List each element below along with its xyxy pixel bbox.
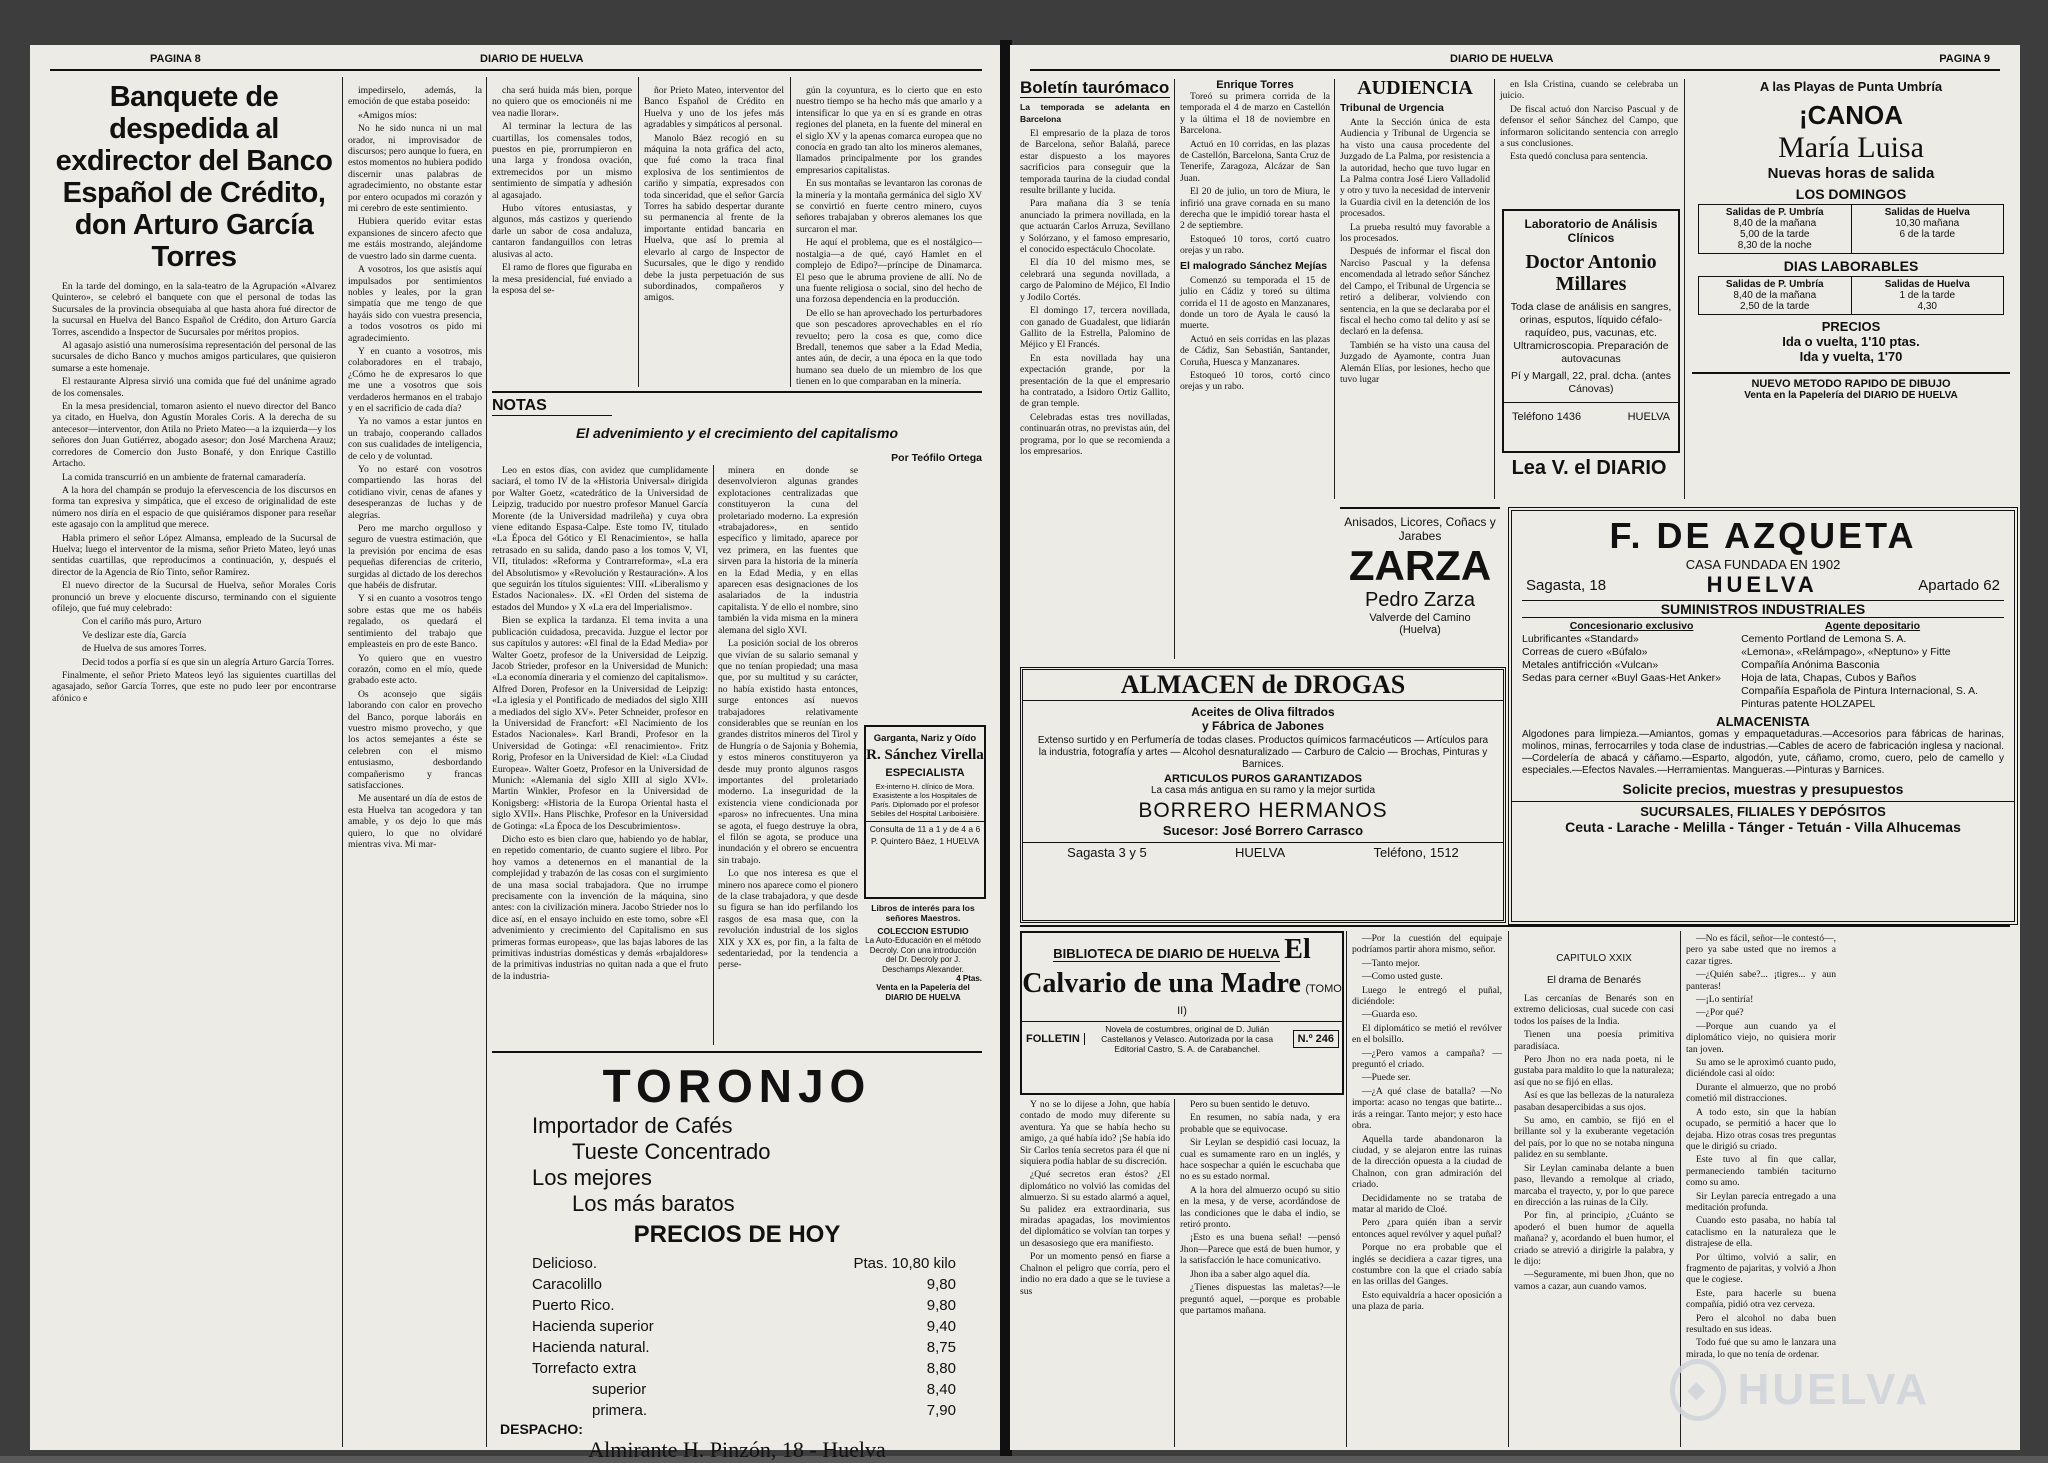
audiencia-subhead: Tribunal de Urgencia <box>1340 102 1444 114</box>
paragraph: Pero ¿para quién iban a servir entonces aquel revólver y aquel puñal? <box>1352 1217 1502 1240</box>
ad-description: Ex-interno H. clínico de Mora. Exasistente a los Hospitales de París. Diplomado por el profesor Sebiles del Hospital Lariboisière. <box>870 782 980 818</box>
ad-libros <box>864 903 982 1043</box>
paragraph: Pero me marcho orgulloso y seguro de vuestra estimación, que la previsión por encima de esas pequeñas diferencias de criterio, surgidas al dictado de los derechos que habéis de disfrutar. <box>348 523 482 592</box>
paragraph: —No es fácil, señor—le contestó—, pero ya sabe usted que no iremos a cazar tigres. <box>1686 933 1836 967</box>
right-page-number: PAGINA 9 <box>1939 53 1990 65</box>
toronjo-price-row <box>492 1295 982 1316</box>
azqueta-concesionario: Concesionario exclusivo <box>1569 620 1694 632</box>
paragraph: Dicho esto es bien claro que, habiendo yo de hablar, en repetido comentario, de cuanto sugiere el libro. Por hoy vamos a detenernos en el manantial de la complejidad y trabazón de las cosas con el surgimiento de una masa social trabajadora. Que no irrumpe precisamente con la invención de la máquina, sino antes: con la civilización minera. Jacobo Strieder nos lo dice así, en el ensayo incluido en este tomo, sobre «El advenimiento y crecimiento del Capitalismo en sus primeras formas europeas», que las bajas labores de las primitivas industrias domésticas y demás «rbajaldores» de la primitivas industrias no quitan nada a que el fruto de la industria- <box>492 834 708 982</box>
toronjo-price-row <box>492 1316 982 1337</box>
paragraph: Sir Leylan se despidió casi locuaz, la cual es sumamente raro en un inglés, y hace sospechar a quién le escuchaba que no es su estado normal. <box>1180 1137 1340 1183</box>
ad-sanchez-virella <box>864 725 986 899</box>
canoa-line3: Nuevas horas de salida <box>1767 165 1935 182</box>
banquete-final <box>644 85 784 385</box>
azqueta-apartado: Apartado 62 <box>1918 576 2000 594</box>
millares-city: HUELVA <box>1627 411 1670 423</box>
paragraph: El día 10 del mismo mes, se celebrará una segunda novillada, a cargo de Palomino de Méjico, El Indio y Jodilo Cortés. <box>1020 257 1170 303</box>
paragraph: Bien se explica la tardanza. El tema invita a una publicación cuidadosa, precavida. Juzgue el lector por sus capítulos y autores: «El final de la Edad Media» por Walter Goetz, profesor de la Universidad de Leipzig. Jacob Strieder, profesor en la Universidad de Munich: «La economía dineraria y el comienzo del capitalismo». Alfred Doren, Profesor en la Universidad de Leipzig: «La iglesia y el Pontificado de mediados del siglo XIII a mediados del siglo XV». Peter Schneider, profesor en la Universidad de Francfort: «El Nacimiento de los Estados Nacionales». Karl Brandi, Profesor en la Universidad de Gotinga: «El renacimiento». Fritz Rorig, Profesor en la Universidad de Kiel: «La Ciudad Europea». Walter Goetz, Profesor en la Universidad de Munich: «Alemania del siglo XIII al siglo XVI». Martin Winkler, Profesor en la Universidad de Konigsberg: «Historia de la Europa Oriental hasta el siglo XVII». Hans Plischke, Profesor en la Universidad de Gotinga: «La Época de los Descubrimientos». <box>492 615 708 832</box>
azqueta-right-list: Cemento Portland de Lemona S. A. «Lemona», «Relámpago», «Neptuno» y Fitte Compañía Anónima Basconia Hoja de lata, Chapas, Cubos y Baños Compañía Española de Pintura Internacional, S. A. Pinturas patente HOLZAPEL <box>1741 633 1979 710</box>
paragraph: Me ausentaré un día de estos de esta Huelva tan acogedora y tan amable, y os dejo lo que más quiero, lo que no olvidaré mientras viva. Mi mar- <box>348 793 482 850</box>
ad-libros-title: Libros de interés para los señores Maestros. <box>871 903 975 923</box>
folletin-box <box>1020 931 1344 1095</box>
paragraph: El 20 de julio, un toro de Miura, le infirió una grave cornada en su mano derecha que le impidió torear hasta el 2 de septiembre. <box>1180 186 1330 232</box>
coffee-name: Hacienda superior <box>532 1318 654 1335</box>
paragraph: ¿Tienes dispuestas las maletas?—le preguntó aquel, —porque es probable que partamos mañana. <box>1180 1282 1340 1316</box>
column-rule <box>638 77 639 387</box>
taurino-subhead: La temporada se adelanta en Barcelona <box>1020 102 1170 124</box>
coffee-name: primera. <box>592 1402 648 1419</box>
column-rule <box>1334 79 1335 499</box>
right-page <box>1010 45 2020 1450</box>
drogas-desc: Extenso surtido y en Perfumería de todas clases. Productos químicos farmacéuticos — Artículos para la industria, fotografía y artes — Alcohol desnaturalizado — Carburo de Calcio — Brochas, Pinturas y Barnices. <box>1037 735 1489 770</box>
folletin-desc: Novela de costumbres, original de D. Julián Castellanos y Velasco. Autorizada por la casa Editorial Castro, S. A. de Carabanchel. <box>1101 1024 1274 1054</box>
left-page-number: PAGINA 8 <box>150 53 201 65</box>
paragraph: Ya no vamos a estar juntos en un trabajo, cooperando callados con sus cualidades de inteligencia, de celo y de voluntad. <box>348 416 482 462</box>
millares-title: Laboratorio de Análisis Clínicos <box>1524 217 1658 245</box>
toronjo-price-list <box>492 1253 982 1421</box>
paragraph: —¡Lo sentiría! <box>1696 994 1754 1006</box>
column-rule <box>1684 79 1685 499</box>
paragraph: El restaurante Alpresa sirvió una comida que fué del unánime agrado de los comensales. <box>52 376 336 399</box>
paragraph: Porque no era probable que el inglés se decidiera a cazar tigres, una costumbre con la que el criado sabía en las orillas del Ganges. <box>1352 1242 1502 1288</box>
paragraph: Y no se lo dijese a John, que había contado de modo muy diferente su aventura. Ya que se había hecho su amigo, ¿a qué había ido? ¡Se había ido Sir Carlos tenía secretos para él que ni siquiera podía hablar de su discreción. <box>1020 1099 1170 1168</box>
paragraph: Este tuvo al fin que callar, permaneciendo también taciturno como su amo. <box>1686 1154 1836 1189</box>
ad-title: ESPECIALISTA <box>885 767 965 779</box>
paragraph: Os aconsejo que sigáis laborando con calor en provecho del Banco, porque laboráis en vuestro mismo provecho, y que los actos semejantes a éste se celebren con el mismo entusiasmo, desbordando compañerismo y francas satisfacciones. <box>348 688 482 791</box>
paragraph: En resumen, no sabía nada, y era probable que se equivocase. <box>1180 1112 1340 1135</box>
paragraph: ñor Prieto Mateo, interventor del Banco Español de Crédito en Huelva y uno de los jefes más agradables y simpáticos al personal. <box>644 85 784 131</box>
column-rule <box>1346 931 1347 1447</box>
torres-article <box>1180 79 1330 499</box>
verse-line: Decid todos a porfía sí es que sin un alegría Arturo García Torres. <box>82 656 334 668</box>
coffee-price: 8,75 <box>926 1339 956 1356</box>
coffee-price: 9,80 <box>926 1276 956 1293</box>
azqueta-city: HUELVA <box>1706 572 1818 597</box>
paragraph: Pero el alcohol no daba buen resultado en sus ideas. <box>1686 1312 1836 1335</box>
paragraph: Jhon iba a saber algo aquel día. <box>1190 1268 1311 1280</box>
millares-desc: Toda clase de análisis en sangres, orinas, esputos, líquido céfalo-raquídeo, pus, vacunas, etc. <box>1510 301 1672 339</box>
folletin-number: N.º 246 <box>1293 1030 1339 1048</box>
paragraph: Pero Jhon no era nada poeta, ni le gustaba para maldito lo que la naturaleza; así que no se fijó en ellas. <box>1514 1054 1674 1088</box>
paragraph: Aquella tarde abandonaron la ciudad, y se alejaron entre las ruinas de la dirección opuesta a la ciudad de Chalnon, con gran admiración del criado. <box>1352 1133 1502 1191</box>
paragraph: La prueba resultó muy favorable a los procesados. <box>1340 221 1490 245</box>
paragraph: impedirselo, además, la emoción de que estaba poseido: <box>348 85 482 108</box>
paragraph: ¿Qué secretos eran éstos? ¿El diplomático no volvió las comidas del almuerzo. Si su estado alarmó a aquel, Su palidez era extraordinaria, sus miradas apagadas, los movimientos del diplomático se volvían tan torpes y un desasosiego que era manifiesto. <box>1020 1169 1170 1249</box>
paragraph: ¡Esto es una buena señal! —pensó Jhon—Parece que está de buen humor, y la satisfacción le hace comunicativo. <box>1180 1232 1340 1267</box>
folletin-biblio: BIBLIOTECA DE DIARIO DE HUELVA <box>1053 946 1280 961</box>
paragraph: —¿Pero vamos a campaña? —preguntó el criado. <box>1352 1047 1502 1071</box>
zarza-name: Pedro Zarza <box>1364 589 1476 611</box>
millares-address: Pí y Margall, 22, pral. dcha. (antes Cánovas) <box>1511 370 1671 395</box>
paragraph: —Por la cuestión del equipaje podríamos partir ahora mismo, señor. <box>1352 933 1502 956</box>
coffee-price: Ptas. 10,80 kilo <box>853 1255 956 1272</box>
coffee-name: Hacienda natural. <box>532 1339 650 1356</box>
folletin-col-4 <box>1514 933 1674 1447</box>
paragraph: —Guarda eso. <box>1362 1009 1418 1021</box>
millares-phone: Teléfono 1436 <box>1512 411 1582 423</box>
paragraph: Pero su buen sentido le detuvo. <box>1190 1099 1310 1110</box>
paragraph: Actuó en 10 corridas, en las plazas de Castellón, Barcelona, Santa Cruz de Tenerife, Zaragoza, Alcázar de San Juan. <box>1180 138 1330 184</box>
drogas-sucesor-label: Sucesor: <box>1162 823 1219 838</box>
boletin-taurino <box>1020 79 1170 659</box>
right-masthead: DIARIO DE HUELVA <box>1450 53 1554 65</box>
paragraph: He aquí el problema, que es el nostálgico—nostalgia—a de qué, cayó Hamlet en el complejo de Edipo?—príncipe de Dinamarca. El peso que le abruma proviene de allí. No de una fuente religiosa o social, sino del hecho de una forzosa dependencia en la producción. <box>796 237 982 306</box>
ad-libros-book: La Auto-Educación en el método Decroly. Con una introducción del Dr. Decroly por J. Deschamps Alexander. <box>865 936 981 974</box>
ad-libros-collection: COLECCION ESTUDIO <box>877 926 969 936</box>
coffee-name: Torrefacto extra <box>532 1360 637 1377</box>
toronjo-address: Almirante H. Pinzón, 18 - Huelva <box>588 1437 886 1462</box>
toronjo-line: Tueste Concentrado <box>572 1139 771 1164</box>
taurino-headline: Boletín taurómaco <box>1020 78 1170 97</box>
zarza-top: Anisados, Licores, Coñacs y Jarabes <box>1344 515 1496 543</box>
paragraph: En la mesa presidencial, tomaron asiento el nuevo director del Banco ya citado, en Huelva, don Agustín Morales Coris. A la derecha de su antecesor—interventor, don Atila no Prieto Mateo—a la izquierda—y los señores don Juan Gutiérrez, abogado asesor; don José Marchena Arauz; corredores de Comercio don Justo Bonafé, y don Enrique Castillo Artacho. <box>52 401 336 470</box>
paragraph: Todo fué que su amo le lanzara una mirada, lo que no tenía de ordenar. <box>1686 1337 1836 1360</box>
millares-ultra: Ultramicroscopia. Preparación de autovacunas <box>1513 340 1669 365</box>
paragraph: Su amo, en cambio, se fijó en el brillante sol y la exuberante vegetación del país, por lo que no se notaba ninguna palidez en su semblante. <box>1514 1115 1674 1161</box>
capitalismo-continuation-top <box>796 85 982 388</box>
paragraph: Actuó en seis corridas en las plazas de Cádiz, San Sebastián, Santander, Coruña, Huesca y Manzanares. <box>1180 333 1330 368</box>
ad-libros-venta: Venta en la Papelería del DIARIO DE HUELVA <box>876 983 970 1002</box>
ad-zarza <box>1340 507 1500 661</box>
paragraph: La comida transcurrió en un ambiente de fraternal camaradería. <box>62 471 306 483</box>
column-rule <box>790 77 791 387</box>
canoa-col-umbria: Salidas de P. Umbría <box>1725 207 1824 218</box>
paragraph: —Seguramente, mi buen Jhon, que no vamos a cazar, aun cuando vamos. <box>1514 1269 1674 1292</box>
toronjo-price-row <box>492 1253 982 1274</box>
column-rule <box>1174 79 1175 659</box>
ad-doctor-name: R. Sánchez Virella <box>866 747 984 763</box>
paragraph: Durante el almuerzo, que no probó cometió mil distracciones. <box>1686 1081 1836 1105</box>
paragraph: A la hora del almuerzo ocupó su sitio en la mesa, y de verse, acordándose de las condiciones que le daba el indio, se retiró pronto. <box>1180 1184 1340 1231</box>
azqueta-fundada: CASA FUNDADA EN 1902 <box>1685 557 1841 572</box>
ad-libros-price: 4 Ptas. <box>956 974 982 983</box>
paragraph: Toreó su primera corrida de la temporada el 4 de marzo en Castellón y la última el 18 de noviembre en Barcelona. <box>1180 91 1330 137</box>
paragraph: La posición social de los obreros que vivían de su salario semanal y que no tenían propiedad; una masa que, por su multitud y su carácter, no había existido hasta entonces, surge entonces así nuevos trabajadores relativamente considerables que se reunían en los grandes distritos mineros del Tirol y de Hungría o de Sajonia y Bohemia, y estos mineros constituyeron ya desde muy pronto algunos rasgos importantes del proletariado moderno. La inseguridad de la existencia viene condicionada por «paros» no infrecuentes. Una mina se agota, el fuego destruye la obra, el filón se agota, se produce una inundación y el obrero se encuentra sin trabajo. <box>718 638 858 866</box>
paragraph: cha será huida más bien, porque no quiero que os emocionéis ni me vea nadie llorar». <box>492 85 632 119</box>
paragraph: Finalmente, el señor Prieto Mateos leyó las siguientes cuartillas del agasajado, señor García Torres, que este no pudo leer por encontrarse afónico e <box>52 670 336 704</box>
ad-azqueta <box>1508 507 2018 925</box>
capitalismo-byline: Por Teófilo Ortega <box>891 452 982 464</box>
azqueta-name: F. DE AZQUETA <box>1609 515 1917 556</box>
paragraph: —Porque aun cuando ya el diplomático viejo, no quisiera morir tan joven. <box>1686 1020 1836 1055</box>
canoa-name: María Luisa <box>1778 131 1924 164</box>
paragraph: En esta novillada hay una expectación grande, por la presentación de la que el empresario ha contratado, a Isidoro Ortiz Gallito, de gran temple. <box>1020 352 1170 410</box>
canoa-precios: PRECIOS <box>1821 319 1881 334</box>
capitalismo-headline: El advenimiento y el crecimiento del capitalismo <box>575 425 899 441</box>
toronjo-price-row <box>492 1400 982 1421</box>
paragraph: Su amo se le aproximó cuanto pudo, diciéndole casi al oído: <box>1686 1057 1836 1080</box>
paragraph: El ramo de flores que figuraba en la mesa presidencial, fué enviado a la esposa del se- <box>492 262 632 296</box>
coffee-price: 8,80 <box>926 1360 956 1377</box>
toronjo-despacho: DESPACHO: <box>500 1421 583 1437</box>
paragraph: —¿A qué clase de batalla? —No importa: acaso no tengas que batirte... irás a reingar. Tanto mejor; y esto hace obra. <box>1352 1085 1502 1132</box>
column-rule <box>1174 1099 1175 1447</box>
canoa-lab-umbria: 8,40 de la mañana 2,50 de la tarde <box>1733 290 1817 312</box>
paragraph: Cuando esto pasaba, no había tal cataclismo en la naturaleza que le distrajese de ella. <box>1686 1215 1836 1250</box>
canoa-dom-umbria: 8,40 de la mañana 5,00 de la tarde 8,30 de la noche <box>1733 218 1817 251</box>
paragraph: Celebradas estas tres novilladas, continuarán otras, no previstas aún, del programa, por lo que se recomienda a los empresarios. <box>1020 411 1170 457</box>
toronjo-prices-title: PRECIOS DE HOY <box>633 1221 841 1248</box>
paragraph: gún la coyuntura, es lo cierto que en esto nuestro tiempo se ha hecho más que amarlo y a intensificar lo que ya en sí es grande en otras regiones del planeta, en la fuente del mineral en el siglo XV y la apenas comarca europea que no conocía en grado tan alto los mineros alemanes, llamados principalmente por los grandes empresarios capitalistas. <box>796 85 982 176</box>
column-rule <box>713 465 714 1045</box>
drogas-addr: Sagasta 3 y 5 <box>1067 845 1147 860</box>
verse-line: de Huelva de sus amores Torres. <box>82 643 207 655</box>
paragraph: Por un momento pensó en fiarse a Chalnon el peligro que corría, pero el indio no era dado a que se le tuviese a sus <box>1020 1251 1170 1297</box>
paragraph: Las cercanías de Benarés son en extremo deliciosas, cual sucede con casi todos los países de la India. <box>1514 993 1674 1027</box>
folletin-tomo: (TOMO II) <box>1177 983 1342 1017</box>
paragraph: De ello se han aprovechado los perturbadores que son pescadores aprovechables en el río revuelto; pero la cosa es que, como dice Bredall, tenemos que saber a la Edad Media, antes aún, de decir, a una época en la que todo humano sea duelo de un miembro de los que tienen en lo que comparaban en la minería. <box>796 307 982 388</box>
paragraph: Esto equivaldría a hacer oposición a una plaza de paria. <box>1352 1289 1502 1313</box>
azqueta-almacenista-text: Algodones para limpieza.—Amiantos, gomas y empaquetaduras.—Accesorios para fábricas de harinas, molinos, minas, ferrocarriles y toda clase de industrias.—Cables de acero de fabricación inglesa y nacional.—Cordelería de abacá y cáñamo.—Esparto, algodón, yute, cáñamo, cromo, cuero, pelo de camello y especiales.—Efectos Navales.—Herramientas. Mangueras.—Pinturas y Barnices. <box>1522 729 2004 776</box>
azqueta-left-list: Lubrificantes «Standard» Correas de cuero «Búfalo» Metales antifricción «Vulcan» Sedas para cerner «Buyl Gaas-Het Anker» <box>1522 633 1722 684</box>
canoa-dom-huelva: 10,30 mañana 6 de la tarde <box>1895 218 1960 240</box>
paragraph: Estoqueó 10 toros, cortó cuatro orejas y un rabo. <box>1180 233 1330 257</box>
azqueta-ciudades: Ceuta - Larache - Melilla - Tánger - Tetuán - Villa Alhucemas <box>1565 819 1961 835</box>
lea-diario: Lea V. el DIARIO <box>1511 457 1667 479</box>
paragraph: Sir Leylan parecía entregado a una meditación profunda. <box>1686 1190 1836 1213</box>
paragraph: Al terminar la lectura de las cuartillas, los comensales todos, puestos en pie, prorrumpieron en una larga y frondosa ovación, extremecidos por un mismo sentimiento de simpatía y adhesión al agasajado. <box>492 121 632 201</box>
notas-title: NOTAS <box>492 397 612 416</box>
paragraph: Leo en estos días, con avidez que cumplidamente saciará, el tomo IV de la «Historia Universal» dirigida por Walter Goetz, «catedrático de la Universidad de Leipzig, traducido por nuestro profesor Manuel García Morente (de la Universidad madrileña) y cuya obra viene editando Espasa-Calpe. Este tomo IV, titulado «La Época del Gótico y El Renacimiento», se halla retrasado en su salida, dando paso a los tomos V, VI, VII, titulados: «Reforma y Contrarreforma», «La era del Absolutismo» y «Revolución y Restauración». A los que seguirán los títulos siguientes: VIII. «Liberalismo y Estados Nacionales». IX. «El Orden del sistema de estados del Mundo» y X «La era del Imperialismo». <box>492 465 708 613</box>
zarza-addr: Valverde del Camino <box>1369 612 1471 624</box>
paragraph: Y en cuanto a vosotros, mis colaboradores en el trabajo, ¿Cómo he de expresaros lo que me une a vosotros que sois verdaderos hermanos en el trabajo y en el sacrificio de cada día? <box>348 345 482 414</box>
toronjo-line: Importador de Cafés <box>532 1113 733 1138</box>
paragraph: Y si en cuanto a vosotros tengo sobre estas que me os habéis regalado, os quedará el sentimiento del trabajo que empleasteis en pro de este Banco. <box>348 593 482 651</box>
azqueta-agente: Agente depositario <box>1824 620 1921 632</box>
paragraph: —¿Quién sabe?... ¡tigres... y aun panteras! <box>1686 969 1836 992</box>
drogas-tel: Teléfono, 1512 <box>1373 845 1459 860</box>
paragraph: En la tarde del domingo, en la sala-teatro de la Agrupación «Alvarez Quintero», se celebró el banquete con que el personal de todas las Sucursales de la provincia obsequiaba al que hasta ahora fué director de la sucursal en Huelva del Banco Español de Crédito, don Arturo García Torres, ascendido a Inspector de Sucursales por méritos propios. <box>52 281 336 338</box>
coffee-name: Puerto Rico. <box>532 1297 615 1314</box>
drogas-name: BORRERO HERMANOS <box>1138 799 1388 822</box>
ad-specialty: Garganta, Nariz y Oído <box>873 733 977 744</box>
canoa-nuevo-metodo: NUEVO METODO RAPIDO DE DIBUJO <box>1692 372 2010 390</box>
canoa-ida-vuelta: Ida y vuelta, 1'70 <box>1799 349 1903 364</box>
paragraph: Por fin, al principio, ¿Cuánto se apoderó el buen humor de aquella mañana? y, acordando el buen humor, el criado se atrevió a dirigirle la palabra, y le dijo: <box>1514 1210 1674 1267</box>
ad-toronjo <box>492 1051 982 1462</box>
toronjo-line: Los mejores <box>532 1165 652 1190</box>
paragraph: No he sido nunca ni un mal orador, ni improvisador de discursos; pero aunque lo fuera, en estos momentos no hubiera podido discernir unas palabras de agradecimiento, no obstante estar por entero ocupados mi corazón y mi cerebro de este sentimiento. <box>348 123 482 215</box>
banquete-headline: Banquete de despedida al exdirector del Banco Español de Crédito, don Arturo García Torres <box>55 81 333 273</box>
banquete-continuation <box>492 85 632 385</box>
capitalismo-col-2 <box>718 465 858 1045</box>
coffee-price: 9,40 <box>926 1318 956 1335</box>
paragraph: A vosotros, los que asistís aquí impulsados por sentimientos nobles y leales, por la gran simpatía que me tengo de que hayáis sido con vuestra presencia, a todos vosotros os pido mi agradecimiento. <box>348 264 482 344</box>
canoa-col-huelva: Salidas de Huelva <box>1884 279 1970 290</box>
canoa-col-umbria: Salidas de P. Umbría <box>1725 279 1824 290</box>
column-rule <box>342 77 343 1447</box>
paragraph: —Tanto mejor. <box>1362 957 1420 969</box>
paragraph: Comenzó su temporada el 15 de julio en Cádiz y toreó su última corrida el 11 de agosto en Manzanares, donde un toro de Ayala le causó la muerte. <box>1180 274 1330 332</box>
paragraph: En sus montañas se levantaron las coronas de la minería y la montaña germánica del siglo XV se convirtió en fuerte centro minero, cuyos señores trabajaban y obreros alemanes los que surcaron el mar. <box>796 178 982 235</box>
azqueta-almacenista: ALMACENISTA <box>1716 714 1810 729</box>
section-rule <box>492 391 982 393</box>
canoa-ida: Ida o vuelta, 1'10 ptas. <box>1782 334 1920 349</box>
paragraph: Ante la Sección única de esta Audiencia y Tribunal de Urgencia se ha visto una causa procedente del Juzgado de La Palma, por resistencia a la autoridad, hecho que tuvo lugar en La Palma contra José Liero Valladolid y otro y tuvo la necesidad de intervenir la Guardia civil en la detención de los procesados. <box>1340 117 1490 220</box>
sanchez-mejias-subhead: El malogrado Sánchez Mejías <box>1180 259 1328 272</box>
canoa-lab-huelva: 1 de la tarde 4,30 <box>1899 290 1956 312</box>
zarza-prov: (Huelva) <box>1399 624 1441 636</box>
ad-almacen-drogas <box>1020 667 1506 923</box>
azqueta-sagasta: Sagasta, 18 <box>1526 576 1607 594</box>
drogas-city: HUELVA <box>1235 845 1286 860</box>
coffee-price: 7,90 <box>926 1402 956 1419</box>
toronjo-price-row <box>492 1274 982 1295</box>
drogas-title: ALMACEN de DROGAS <box>1023 670 1503 701</box>
folletin-label: FOLLETIN <box>1022 1033 1085 1045</box>
azqueta-solicite: Solicite precios, muestras y presupuestos <box>1622 781 1904 797</box>
notas-section <box>492 397 982 464</box>
paragraph: También se ha visto una causa del Juzgado de Ayamonte, contra Juan Alemán Elías, por lesiones, hecho que tuvo lugar <box>1340 339 1490 385</box>
toronjo-line: Los más baratos <box>572 1191 735 1216</box>
folletin-col-3 <box>1352 933 1502 1447</box>
left-page <box>30 45 1002 1462</box>
section-rule <box>1020 925 2010 927</box>
ad-city: HUELVA <box>946 836 979 846</box>
paragraph: El empresario de la plaza de toros de Barcelona, señor Balañá, parece estar dispuesto a los mayores sacrificios para conseguir que la temporada taurina de la ciudad condal resulte brillante y lucida. <box>1020 128 1170 197</box>
audiencia-continuation <box>1500 79 1678 169</box>
folletin-col-2 <box>1180 1099 1340 1447</box>
folletin-col-1 <box>1020 1099 1170 1447</box>
coffee-name: Caracolillo <box>532 1276 603 1293</box>
canoa-laborables: DIAS LABORABLES <box>1783 258 1919 274</box>
paragraph: «Amigos míos: <box>358 109 417 121</box>
paragraph: Luego le entregó el puñal, diciéndole: <box>1352 984 1502 1008</box>
paragraph: El nuevo director de la Sucursal de Huelva, señor Morales Coris pronunció un breve y elocuente discurso, terminando con el siguiente ofilejo, que fué muy celebrado: <box>52 580 336 614</box>
column-rule <box>1508 931 1509 1447</box>
toronjo-price-row <box>492 1337 982 1358</box>
drogas-jabones: y Fábrica de Jabones <box>1201 719 1325 733</box>
audiencia-article <box>1340 79 1490 499</box>
paragraph: Al agasajo asistió una numerosísima representación del personal de las sucursales de dicho Banco y muchos amigos particulares, que quisieron sumarse a este homenaje. <box>52 340 336 374</box>
folletin-chapter: CAPITULO XXIX <box>1556 953 1632 964</box>
paragraph: Manolo Báez recogió en su máquina la nota gráfica del acto, que fué como la traca final explosiva de los sentimientos de cariño y simpatía, expresados con toda sinceridad, que el señor García Torres ha sabido despertar durante su permanencia al frente de la importante entidad bancaria en Huelva, que así lo premia al elevarlo al cargo de Inspector de Sucursales, que le digo y rendido debe la justa perpetuación de sus subordinados, compañeros y amigos. <box>644 132 784 304</box>
coffee-name: Delicioso. <box>532 1255 598 1272</box>
paragraph: Estoqueó 10 toros, cortó cinco orejas y un rabo. <box>1180 369 1330 393</box>
canoa-line2: ¡CANOA <box>1799 100 1903 130</box>
paragraph: Este, para hacerle su buena compañía, pidió otra vez cerveza. <box>1686 1287 1836 1311</box>
paragraph: —Puede ser. <box>1362 1072 1411 1084</box>
verse-line: Con el cariño más puro, Arturo <box>82 616 202 628</box>
toronjo-price-row <box>492 1358 982 1379</box>
paragraph: El diplomático se metió el revólver en el bolsillo. <box>1352 1022 1502 1046</box>
archive-watermark-logo <box>1670 1360 1930 1420</box>
paragraph: Por último, volvió a salir, en fragmento de pajaritas, y volvió a Jhon que le cogiese. <box>1686 1251 1836 1286</box>
seal-icon: ◆ <box>1670 1359 1726 1421</box>
azqueta-suministros: SUMINISTROS INDUSTRIALES <box>1522 600 2004 618</box>
canoa-venta: Venta en la Papelería del DIARIO DE HUELVA <box>1744 390 1958 401</box>
left-page-header <box>50 53 982 71</box>
ad-address: P. Quintero Báez, 1 <box>871 836 945 846</box>
canoa-domingos: LOS DOMINGOS <box>1795 186 1907 202</box>
paragraph: Decididamente no se trataba de matar al marido de Cloé. <box>1352 1192 1502 1215</box>
left-masthead: DIARIO DE HUELVA <box>480 53 584 65</box>
verse-line: Ve deslizar este día, García <box>82 629 187 641</box>
paragraph: El domingo 17, tercera novillada, con ganado de Guadalest, que lidiarán Gallito de la Estrella, Palomino de Méjico y El Francés. <box>1020 305 1170 351</box>
paragraph: minera en donde se desenvolvieron algunas grandes explotaciones centralizadas que constituyeron la cuna del proletariado moderno. La expresión «trabajadores», en sentido específico y limitado, aparece por vez primera, en las fuentes que sirven para la historia de la minería en la Edad Media, y en ellas aparecen esas designaciones de los asalariados de la industria capitalista. Y de ello el nombre, sino también la vida misma en la minera alemana del siglo XVI. <box>718 465 858 636</box>
column-rule <box>1494 79 1495 499</box>
torres-headline: Enrique Torres <box>1216 79 1294 91</box>
drogas-sucesor: José Borrero Carrasco <box>1222 823 1364 838</box>
toronjo-price-row <box>492 1379 982 1400</box>
coffee-price: 9,80 <box>926 1297 956 1314</box>
paragraph: Así es que las bellezas de la naturaleza pasaban desapercibidas a sus ojos. <box>1514 1090 1674 1113</box>
paragraph: De fiscal actuó don Narciso Pascual y de defensor el señor Sánchez del Campo, que informaron solicitando sentencia con arreglo a sus conclusiones. <box>1500 103 1678 150</box>
paragraph: —Como usted guste. <box>1362 971 1443 983</box>
paragraph: Después de informar el fiscal don Narciso Pascual y la defensa encomendada al letrado señor Sánchez del Campo, el Tribunal de Urgencia se retiró a deliberar, volviendo con sentencia, en la que se declaraba por el fiscal el hecho como tal delito y así se declaró en la defensa. <box>1340 246 1490 338</box>
ad-millares <box>1502 209 1680 453</box>
millares-name: Doctor Antonio Millares <box>1525 251 1657 295</box>
drogas-articulos: ARTICULOS PUROS GARANTIZADOS <box>1164 773 1362 785</box>
zarza-big: ZARZA <box>1348 542 1492 589</box>
paragraph: en Isla Cristina, cuando se celebraba un juicio. <box>1500 79 1678 102</box>
paragraph: A la hora del champán se produjo la efervescencia de los discursos en forma tan expresiva y simpática, que el exceso de originalidad de este número nos diría en el espacio de que quisiéramos disponer para reseñar este agasajo con la amplitud que merece. <box>52 484 336 531</box>
paragraph: —¿Por qué? <box>1696 1007 1744 1019</box>
folletin-chapter-title: El drama de Benarés <box>1547 975 1641 986</box>
paragraph: Lo que nos interesa es que el minero nos aparece como el pionero de la clase trabajadora, y que desde su figura se han ido perfilando los rasgos de esa masa que, con la revolución industrial de los siglos XIX y XX es, por fin, a la falta de sedentariedad, por la tendencia a perse- <box>718 868 858 971</box>
ad-hours: Consulta de 11 a 1 y de 4 a 6 <box>866 821 984 834</box>
paragraph: Sir Leylan caminaba delante a buen paso, llevando a remolque al criado, marcaba el trayecto, y, por lo que parece en dirección a las ruinas de la Cily. <box>1514 1162 1674 1208</box>
discurso-text <box>348 85 482 1447</box>
paragraph: Esta quedó conclusa para sentencia. <box>1510 151 1648 163</box>
drogas-casa: La casa más antigua en su ramo y la mejor surtida <box>1151 785 1375 796</box>
coffee-price: 8,40 <box>926 1381 956 1398</box>
toronjo-name: TORONJO <box>602 1060 872 1112</box>
paragraph: Yo quiero que en vuestro corazón, como en el mío, quede grabado este acto. <box>348 652 482 687</box>
paragraph: Para mañana día 3 se tenía anunciado la primera novillada, en la que actuarán Carlos Arruza, Sevillano y Solórzano, y el famoso empresario, el conocido espectáculo Chocolate. <box>1020 198 1170 256</box>
azqueta-sucursales: SUCURSALES, FILIALES Y DEPÓSITOS <box>1512 801 2014 819</box>
paragraph: A todo esto, sin que la habían ocupado, se permitió a hacer que lo dejaba. Hizo otras cosas tres preguntas que le dirigió su criado. <box>1686 1106 1836 1152</box>
audiencia-headline: AUDIENCIA <box>1357 77 1473 99</box>
paragraph: Hubo vítores entusiastas, y algunos, más castizos y queriendo darle un sabor de cosa andaluza, cantaron fandanguillos con letras alusivas al acto. <box>492 203 632 260</box>
folletin-title: El Calvario de una Madre <box>1022 934 1311 999</box>
column-rule <box>486 77 487 1447</box>
canoa-col-huelva: Salidas de Huelva <box>1884 207 1970 218</box>
canoa-line1: A las Playas de Punta Umbría <box>1759 79 1943 94</box>
paragraph: Hubiera querido evitar estas expansiones de sincero afecto que me estáis mostrando, alejándome de vuestro lado sin darme cuenta. <box>348 216 482 262</box>
paragraph: Habla primero el señor López Almansa, empleado de la Sucursal de Huelva; luego el interventor de la misma, señor Prieto Mateo, leyó unas sentidas cuartillas, que reproducimos a continuación, y, después el director de la Agencia de Río Tinto, señor Ramírez. <box>52 532 336 578</box>
paragraph: Tienen una poesía primitiva paradisíaca. <box>1514 1029 1674 1052</box>
ad-canoa-maria-luisa <box>1692 79 2010 499</box>
banquete-article <box>52 77 336 1447</box>
paragraph: Yo no estaré con vosotros compartiendo las horas del cotidiano vivir, cenas de afanes y desesperanzas de luchas y de alegrías. <box>348 464 482 521</box>
coffee-name: superior <box>592 1381 647 1398</box>
right-page-header <box>1030 53 2000 71</box>
drogas-aceites: Aceites de Oliva filtrados <box>1191 705 1335 719</box>
watermark-text: HUELVA <box>1737 1365 1930 1414</box>
